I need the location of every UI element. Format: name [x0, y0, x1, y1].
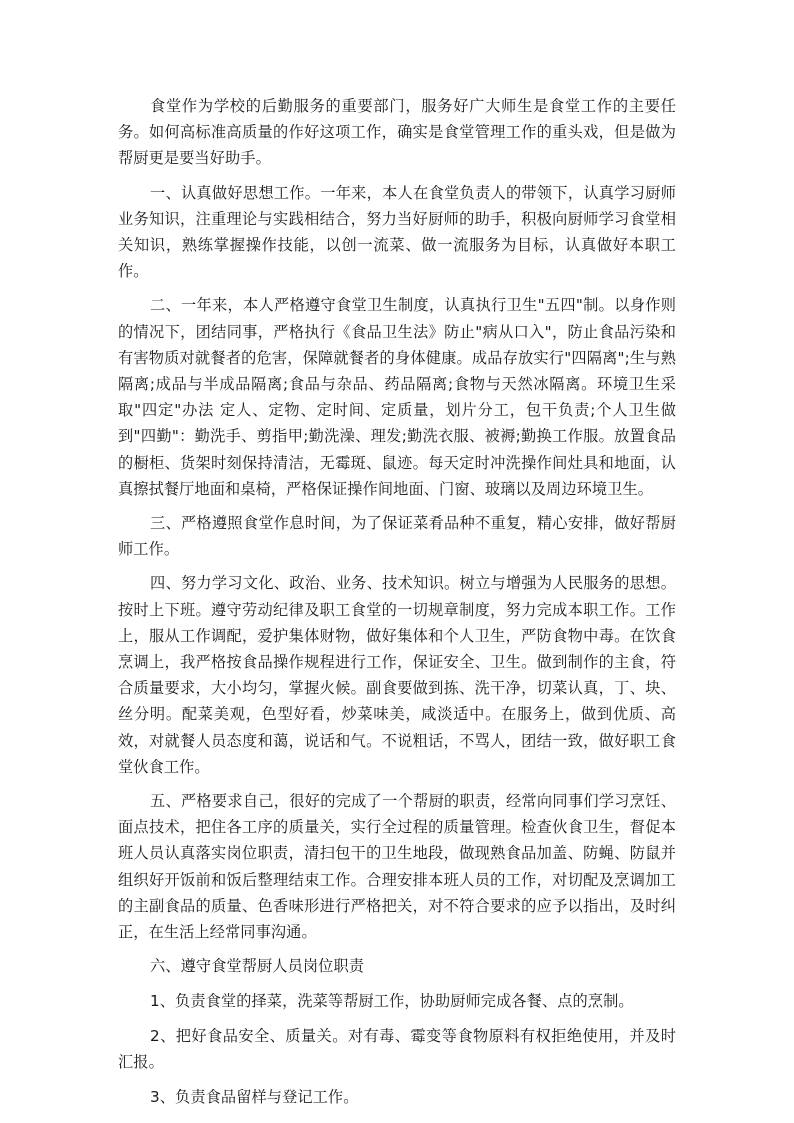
section-5-paragraph: 五、严格要求自己，很好的完成了一个帮厨的职责，经常向同事们学习烹饪、面点技术，把住各工序的质量关，实行全过程的质量管理。检查伙食卫生，督促本班人员认真落实岗位职责，清扫包干的卫生地段，做现熟食品加盖、防蝇、防鼠并组织好开饭前和饭后整理结束工作。合理安排本班人员的工作，对切配及烹调加工的主副食品的质量、色香味形进行严格把关，对不符合要求的应予以指出，及时纠正，在生活上经常同事沟通。: [118, 792, 676, 942]
intro-paragraph: 食堂作为学校的后勤服务的重要部门，服务好广大师生是食堂工作的主要任务。如何高标准高质量的作好这项工作，确实是食堂管理工作的重头戏，但是做为帮厨更是要当好助手。: [118, 97, 676, 168]
duty-item-2: 2、把好食品安全、质量关。对有毒、霉变等食物原料有权拒绝使用，并及时汇报。: [118, 1026, 676, 1071]
duty-item-3: 3、负责食品留样与登记工作。: [150, 1088, 359, 1107]
section-2-paragraph: 二、一年来，本人严格遵守食堂卫生制度，认真执行卫生"五四"制。以身作则的情况下，团结同事，严格执行《食品卫生法》防止"病从口入"，防止食品污染和有害物质对就餐者的危害，保障就餐者的身体健康。成品存放实行"四隔离";生与熟隔离;成品与半成品隔离;食品与杂品、药品隔离;食物与天然冰隔离。环境卫生采取"四定"办法 定人、定物、定时间、定质量，划片分工，包干负责;个人卫生做到"四勤"：勤洗手、剪指甲;勤洗澡、理发;勤洗衣服、被褥;勤换工作服。放置食品的橱柜、货架时刻保持清洁，无霉斑、鼠迹。每天定时冲洗操作间灶具和地面，认真擦拭餐厅地面和桌椅，严格保证操作间地面、门窗、玻璃以及周边环境卫生。: [118, 296, 676, 498]
duty-item-1: 1、负责食堂的择菜，洗菜等帮厨工作，协助厨师完成各餐、点的烹制。: [150, 991, 634, 1010]
section-3-paragraph: 三、严格遵照食堂作息时间，为了保证菜肴品种不重复，精心安排，做好帮厨师工作。: [118, 514, 676, 559]
section-6-heading: 六、遵守食堂帮厨人员岗位职责: [150, 957, 365, 976]
section-4-paragraph: 四、努力学习文化、政治、业务、技术知识。树立与增强为人民服务的思想。按时上下班。遵守劳动纪律及职工食堂的一切规章制度，努力完成本职工作。工作上，服从工作调配，爱护集体财物，做好集体和个人卫生，严防食物中毒。在饮食烹调上，我严格按食品操作规程进行工作，保证安全、卫生。做到制作的主食，符合质量要求，大小均匀，掌握火候。副食要做到拣、洗干净，切菜认真，丁、块、丝分明。配菜美观，色型好看，炒菜味美，咸淡适中。在服务上，做到优质、高效，对就餐人员态度和蔼，说话和气。不说粗话，不骂人，团结一致，做好职工食堂伙食工作。: [118, 574, 676, 776]
section-1-paragraph: 一、认真做好思想工作。一年来，本人在食堂负责人的带领下，认真学习厨师业务知识，注重理论与实践相结合，努力当好厨师的助手，积极向厨师学习食堂相关知识，熟练掌握操作技能，以创一流菜、做一流服务为目标，认真做好本职工作。: [118, 183, 676, 281]
